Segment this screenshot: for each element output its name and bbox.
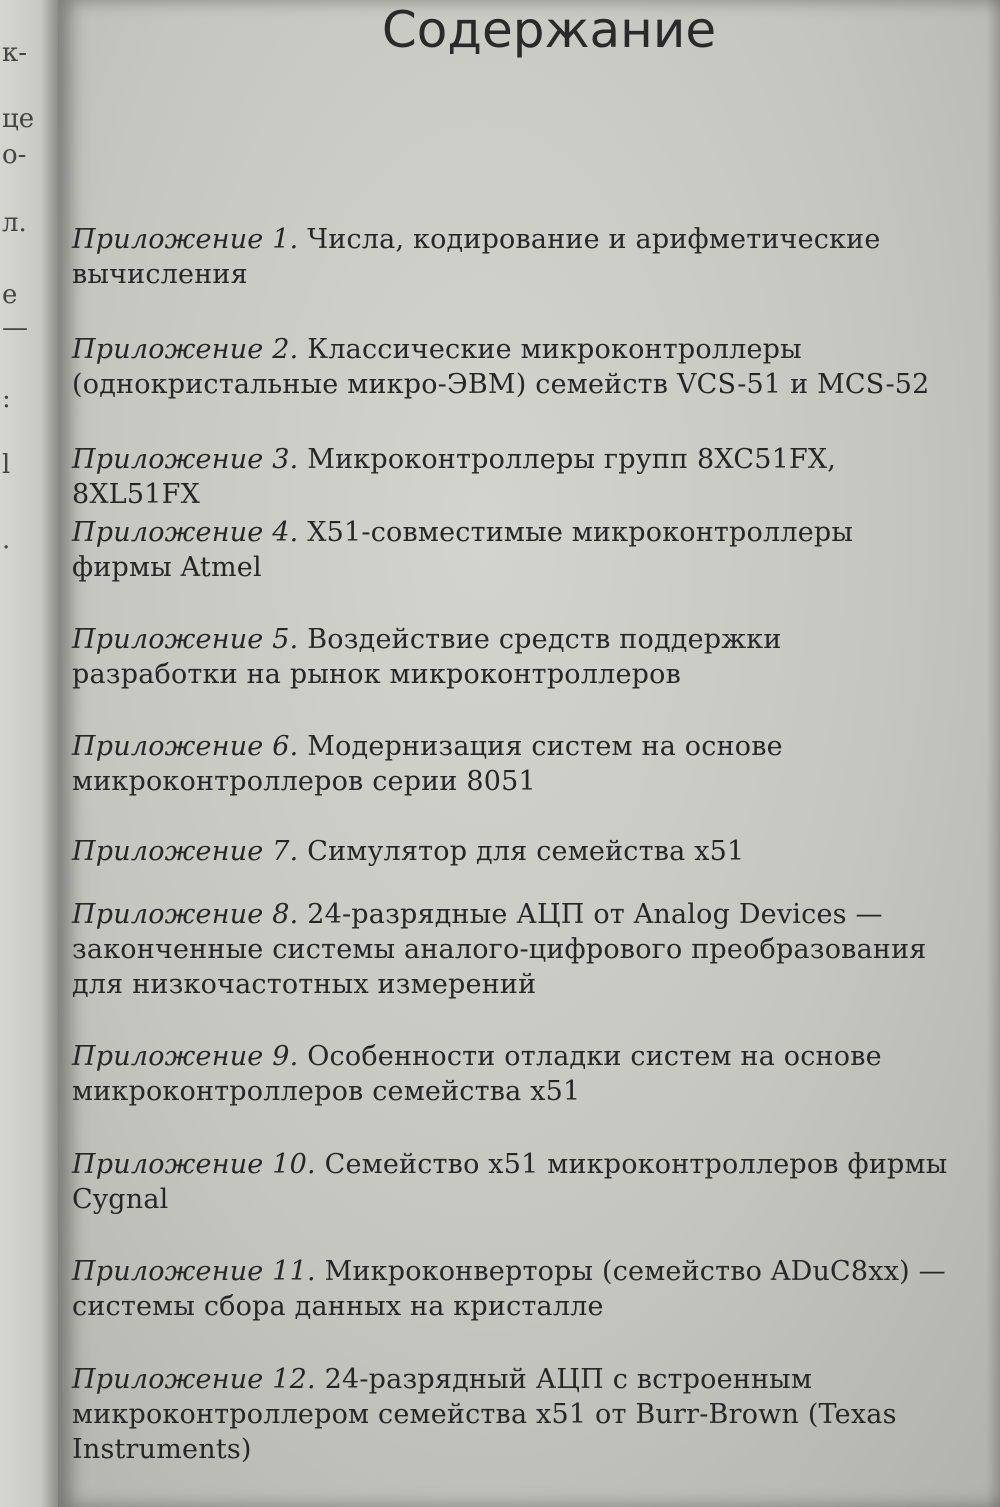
toc-entry [72,622,952,692]
toc-entry-label: Приложение 2. [72,334,299,365]
previous-page-fragment: це [2,104,35,134]
toc-entry-label: Приложение 7. [72,836,299,867]
previous-page-fragment: . [2,525,11,555]
toc-entry-title: Семейство x51 микроконтроллеров фирмы Cygnal [72,1149,948,1215]
previous-page-edge [0,0,58,1507]
toc-entry-title: 24-разрядные АЦП от Analog Devices — законченные системы аналого-цифрового преобразования для низкочастотных измерений [72,899,927,1000]
previous-page-fragment: к- [2,38,28,68]
toc-entry-label: Приложение 6. [72,731,299,762]
toc-entry-label: Приложение 3. [72,444,299,475]
toc-entry-label: Приложение 12. [72,1364,316,1395]
toc-entry-title: Модернизация систем на основе микроконтроллеров серии 8051 [72,731,783,797]
toc-entry [72,442,952,512]
page-edge-shadow [986,0,1000,1507]
toc-entry-label: Приложение 11. [72,1256,316,1287]
toc-entry-label: Приложение 10. [72,1149,316,1180]
toc-entry-label: Приложение 1. [72,224,299,255]
toc-entry [72,834,952,869]
toc-entry-label: Приложение 4. [72,517,299,548]
toc-entry [72,1254,952,1324]
toc-entry-title: Числа, кодирование и арифметические вычисления [72,224,881,290]
previous-page-fragment: о- [2,140,27,170]
toc-entry [72,222,952,292]
toc-entry [72,1147,952,1217]
previous-page-fragment: — [2,313,28,343]
toc-entry-label: Приложение 5. [72,624,299,655]
previous-page-fragment: l [2,450,11,480]
toc-entry-title: Симулятор для семейства x51 [298,836,745,867]
toc-entry-title: X51-совместимые микроконтроллеры фирмы Atmel [72,517,854,583]
toc-entry-title: Классические микроконтроллеры (однокристальные микро-ЭВМ) семейств VCS-51 и MCS-52 [72,334,930,400]
toc-entry [72,515,952,585]
book-page [58,0,1000,1507]
toc-entry-title: Микроконтроллеры групп 8XC51FX, 8XL51FX [72,444,837,510]
page-title: Содержание [381,1,717,59]
toc-entry [72,897,952,1002]
toc-entry-label: Приложение 8. [72,899,299,930]
previous-page-fragment: е [2,280,18,310]
toc-entry-title: Микроконверторы (семейство ADuC8xx) — системы сбора данных на кристалле [72,1256,946,1322]
toc-entry [72,729,952,799]
toc-entry [72,1039,952,1109]
toc-entry-title: Особенности отладки систем на основе микроконтроллеров семейства x51 [72,1041,882,1107]
toc-entry-title: Воздействие средств поддержки разработки на рынок микроконтроллеров [72,624,782,690]
toc-entry [72,1362,952,1467]
previous-page-fragment: л. [2,208,27,238]
toc-entry-label: Приложение 9. [72,1041,299,1072]
toc-entry [72,332,952,402]
toc-entry-title: 24-разрядный АЦП с встроенным микроконтроллером семейства x51 от Burr-Brown (Texas Instruments) [72,1364,897,1465]
previous-page-fragment: : [2,384,11,414]
